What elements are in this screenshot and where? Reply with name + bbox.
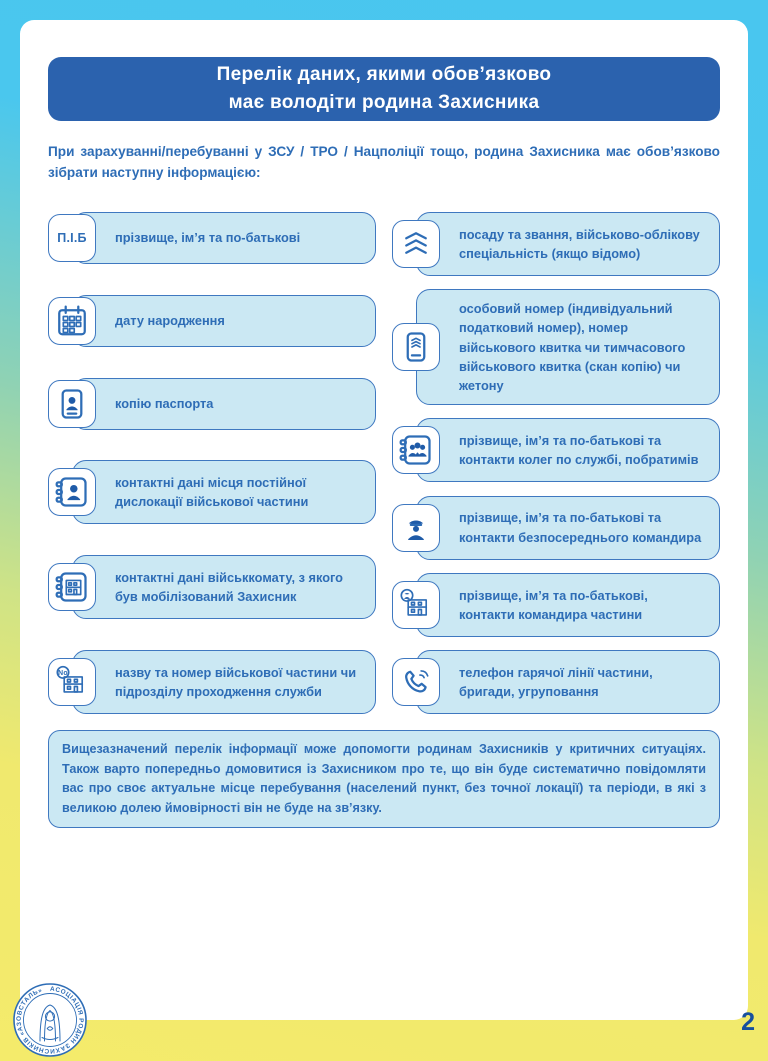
- page-title-line2: має володіти родина Захисника: [228, 92, 540, 113]
- military-id-icon: [392, 323, 440, 371]
- page-title-line1: Перелік даних, якими обов’язково: [216, 64, 552, 86]
- intro-text: При зарахуванні/перебуванні у ЗСУ / ТРО / Нацполіції тощо, родина Захисника має обов’язково зібрати наступну інформацією:: [48, 144, 720, 181]
- pib-icon-label: П.І.Б: [57, 231, 87, 245]
- contact-book-person-icon: [48, 468, 96, 516]
- card-text: прізвище, ім’я та по-батькові та контакти колег по службі, побратимів: [459, 433, 699, 468]
- calendar-icon: [48, 297, 96, 345]
- title-banner: [48, 57, 720, 121]
- card-text: прізвище, ім’я та по-батькові: [115, 230, 301, 246]
- card-birthdate: [48, 295, 376, 347]
- card-rank-position: [392, 212, 720, 276]
- passport-icon: [48, 380, 96, 428]
- card-unit-commander-contacts: [392, 573, 720, 637]
- rank-chevrons-icon: [392, 220, 440, 268]
- card-direct-commander-contacts: [392, 496, 720, 560]
- card-unit-location-contacts: [48, 460, 376, 524]
- card-text: копію паспорта: [115, 396, 214, 411]
- card-text: контактні дані місця постійної дислокації військової частини: [115, 475, 309, 510]
- pib-icon: [48, 214, 96, 262]
- association-logo: [12, 982, 88, 1058]
- building-commander-icon: [392, 581, 440, 629]
- page-number: 2: [741, 1008, 755, 1036]
- cards-area: [48, 212, 720, 714]
- card-passport: [48, 378, 376, 430]
- document-sheet: [20, 20, 748, 1020]
- card-personal-number-id: [392, 289, 720, 405]
- card-text: телефон гарячої лінії частини, бригади, угруповання: [459, 664, 653, 699]
- card-text: прізвище, ім’я та по-батькові та контакти безпосереднього командира: [459, 510, 702, 545]
- logo-circular-text: АСОЦІАЦІЯ РОДИН ЗАХИСНИКІВ «АЗОВСТАЛЬ»: [15, 985, 85, 1055]
- card-text: посаду та звання, військово-облікову спеціальність (якщо відомо): [459, 226, 700, 261]
- card-fullname: [48, 212, 376, 264]
- cards-left-column: [48, 212, 376, 714]
- contact-book-building-icon: [48, 563, 96, 611]
- cards-right-column: [392, 212, 720, 714]
- unit-number-icon: [48, 658, 96, 706]
- card-text: дату народження: [115, 313, 225, 329]
- phone-icon: [392, 658, 440, 706]
- unit-number-badge: No: [58, 669, 68, 677]
- card-text: особовий номер (індивідуальний податковий номер), номер військового квитка чи тимчасового військового квитка (скан копію) чи жетону: [459, 301, 686, 393]
- contact-book-people-icon: [392, 426, 440, 474]
- card-colleagues-contacts: [392, 418, 720, 482]
- note-box: [48, 730, 720, 828]
- card-text: прізвище, ім’я та по-батькові, контакти командира частини: [459, 587, 648, 622]
- card-text: контактні дані військкомату, з якого був мобілізований Захисник: [115, 570, 344, 605]
- commander-icon: [392, 504, 440, 552]
- card-military-office-contacts: [48, 555, 376, 619]
- card-text: назву та номер військової частини чи підрозділу проходження служби: [115, 664, 357, 699]
- note-text: Вищезазначений перелік інформації може допомогти родинам Захисників у критичних ситуаціях. Також варто попередньо домовитися із Захисником про те, що він буде систематично повідомляти вас про своє актуальне місце перебування (населений пункт, без точної локації) та періоди, в які з великою долею ймовірності він не буде на зв’язку.: [62, 742, 706, 815]
- card-hotline-phone: [392, 650, 720, 714]
- card-unit-name-number: [48, 650, 376, 714]
